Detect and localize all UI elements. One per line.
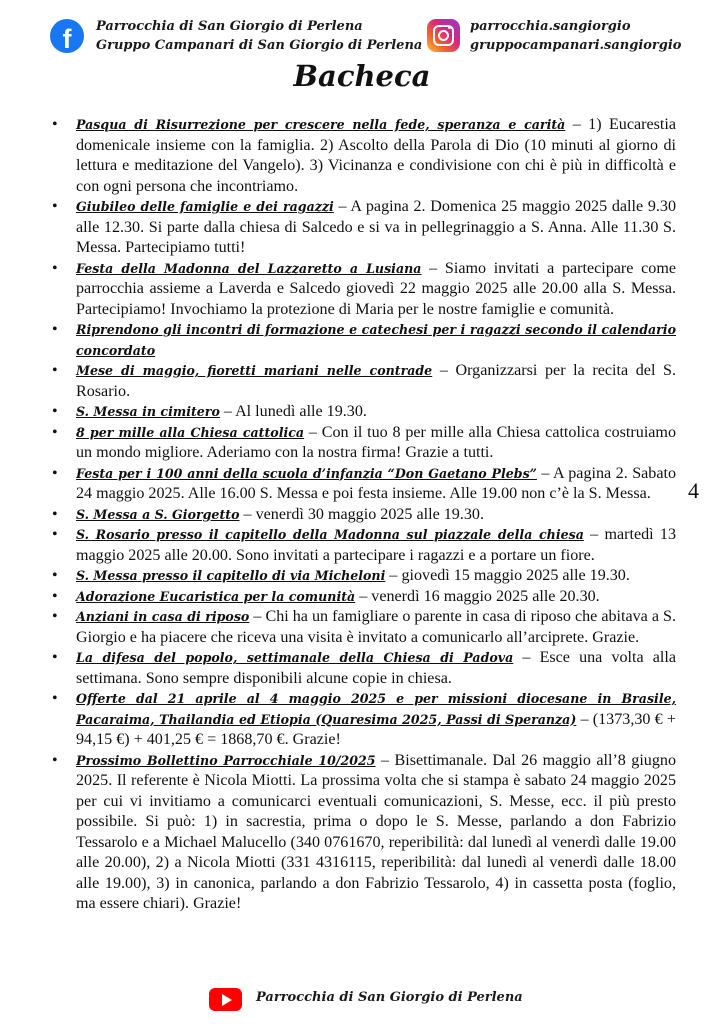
instagram-handle-parish[interactable]: parrocchia.sangiorgio <box>470 19 631 34</box>
notice-title: Giubileo delle famiglie e dei ragazzi <box>76 199 334 214</box>
notice-title: S. Messa presso il capitello di via Micheloni <box>76 568 386 583</box>
notice-item <box>52 607 676 648</box>
notice-title: Festa della Madonna del Lazzaretto a Lusiana <box>76 260 422 276</box>
notice-title: Offerte dal 21 aprile al 4 maggio 2025 e per missioni diocesane in Brasile, Pacaraima, Thailandia ed Etiopia (Quaresima 2025, Passi di Speranza) <box>76 691 676 727</box>
parish-name: Parrocchia di San Giorgio di Perlena <box>96 19 363 34</box>
notice-item <box>52 566 676 587</box>
notice-item <box>52 361 676 402</box>
notice-item <box>52 197 676 259</box>
notice-title: Pasqua di Risurrezione per crescere nella fede, speranza e carità <box>76 117 566 132</box>
youtube-icon[interactable] <box>209 988 242 1011</box>
notice-body: – Con il tuo 8 per mille alla Chiesa cattolica costruiamo un mondo migliore. Aderiamo con la nostra firma! Grazie a tutti. <box>76 423 676 461</box>
instagram-handle-group[interactable]: gruppocampanari.sangiorgio <box>470 38 682 53</box>
notice-title: Riprendono gli incontri di formazione e catechesi per i ragazzi secondo il calendario concordato <box>76 322 676 358</box>
notice-body: – 1) Eucarestia domenicale insieme con la famiglia. 2) Ascolto della Parola di Dio (10 minuti al giorno di lettura e meditazione del Vangelo). 3) Vicinanza e condivisione con chi è più in difficoltà e con ogni persona che incontriamo. <box>76 116 676 195</box>
notice-body: – martedì 13 maggio 2025 alle 20.00. Sono invitati a partecipare i ragazzi e a portare un fiore. <box>76 526 676 564</box>
notice-list <box>52 115 676 915</box>
notice-body: – Al lunedì alle 19.30. <box>219 403 367 420</box>
notice-title: Prossimo Bollettino Parrocchiale 10/2025 <box>76 752 376 768</box>
notice-body: – Organizzarsi per la recita del S. Rosario. <box>76 362 676 400</box>
notice-item <box>52 587 676 608</box>
notice-body: – Siamo invitati a partecipare come parrocchia assieme a Laverda e Salcedo giovedì 22 maggio 2025 alle 20.00 alla S. Messa. Partecipiamo! Invochiamo la protezione di Maria per le nostre famiglie e comunità. <box>76 259 676 318</box>
notice-title: Adorazione Eucaristica per la comunità <box>76 588 356 604</box>
notice-title: S. Messa a S. Giorgetto <box>76 506 240 522</box>
notice-item <box>52 259 676 321</box>
notice-body: – venerdì 30 maggio 2025 alle 19.30. <box>239 505 484 523</box>
notice-item <box>52 320 676 361</box>
notice-item <box>52 115 676 197</box>
header-left <box>96 17 422 55</box>
facebook-icon[interactable]: f <box>50 19 84 53</box>
notice-item <box>52 751 676 915</box>
notice-title: Festa per i 100 anni della scuola d’infanzia “Don Gaetano Plebs” <box>76 465 537 481</box>
notice-body: – Esce una volta alla settimana. Sono sempre disponibili alcune copie in chiesa. <box>76 649 676 687</box>
notice-body: – Bisettimanale. Dal 26 maggio all’8 giugno 2025. Il referente è Nicola Miotti. La prossima volta che si stampa è sabato 24 maggio 2025 per cui vi invitiamo a comunicarci eventuali comunicazioni, S. Messe, ecc. il più presto possibile. Si può: 1) in sacrestia, prima o dopo le S. Messe, parlando a don Fabrizio Tessarolo e a Michael Malucello (340 0761670, reperibilità: dal lunedì al venerdì dalle 19.00 alle 20.00), 2) a Nicola Miotti (331 4316115, reperibilità: dal lunedì al venerdì dalle 18.00 alle 19.00), 3) in canonica, parlando a don Fabrizio Tessarolo, 4) in cassetta posta (foglio, ma essere chiari). Grazie! <box>76 751 676 912</box>
notice-title: La difesa del popolo, settimanale della Chiesa di Padova <box>76 650 514 665</box>
notice-title: S. Messa in cimitero <box>76 404 220 419</box>
notice-item <box>52 464 676 505</box>
notice-body: – giovedì 15 maggio 2025 alle 19.30. <box>385 567 630 584</box>
header-right <box>470 17 681 55</box>
notice-body: – A pagina 2. Sabato 24 maggio 2025. Alle 16.00 S. Messa e poi festa insieme. Alle 19.00 non c’è la S. Messa. <box>76 464 676 502</box>
bell-ringers-group: Gruppo Campanari di San Giorgio di Perlena <box>96 38 423 53</box>
notice-title: 8 per mille alla Chiesa cattolica <box>76 424 305 440</box>
notice-body: – A pagina 2. Domenica 25 maggio 2025 dalle 9.30 alle 12.30. Si parte dalla chiesa di Salcedo e si va in pellegrinaggio a S. Anna. Alle 11.30 S. Messa. Partecipiamo tutti! <box>76 198 677 256</box>
notice-item <box>52 402 676 423</box>
notice-item <box>52 525 676 566</box>
footer-channel-name[interactable]: Parrocchia di San Giorgio di Perlena <box>256 990 523 1005</box>
notice-item <box>52 423 676 464</box>
notice-title: S. Rosario presso il capitello della Madonna sul piazzale della chiesa <box>76 527 584 542</box>
footer <box>0 984 724 1012</box>
header <box>0 14 724 58</box>
notice-item <box>52 648 676 689</box>
notice-item <box>52 505 676 526</box>
notice-title: Mese di maggio, fioretti mariani nelle contrade <box>76 363 433 378</box>
notice-title: Anziani in casa di riposo <box>76 609 250 624</box>
page-title: Bacheca <box>293 59 431 93</box>
page-number: 4 <box>688 478 699 503</box>
notice-item <box>52 689 676 751</box>
notice-body: – venerdì 16 maggio 2025 alle 20.30. <box>355 587 600 605</box>
notice-body: – Chi ha un famigliare o parente in casa di riposo che abitava a S. Giorgio e ha piacere che riceva una visita è invitato a comunicarlo all’arciprete. Grazie. <box>76 608 677 646</box>
instagram-icon[interactable] <box>427 19 460 52</box>
notice-body: – (1373,30 € + 94,15 €) + 401,25 € = 1868,70 €. Grazie! <box>76 710 676 748</box>
